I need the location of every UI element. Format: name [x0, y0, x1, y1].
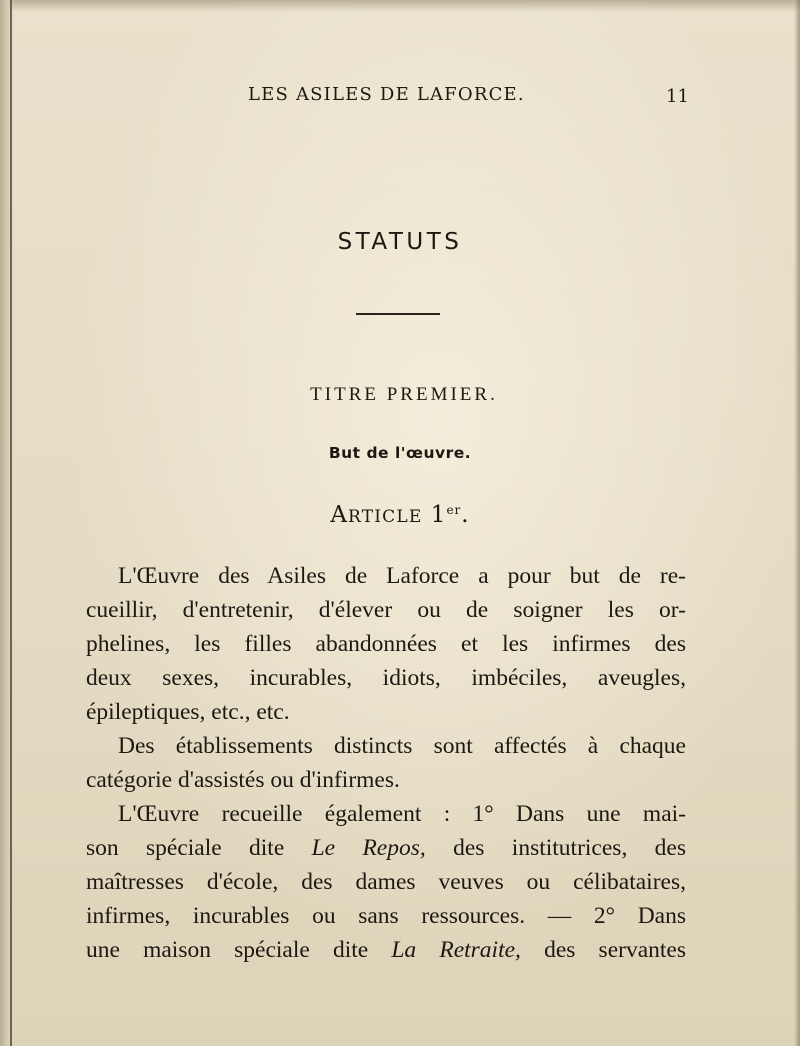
text-line: phelines, les filles abandonnées et les infirmes des — [86, 631, 686, 657]
running-head — [0, 84, 800, 110]
text-line: infirmes, incurables ou sans ressources. — 2° Dans — [86, 903, 686, 929]
page-number: 11 — [666, 86, 689, 107]
text-segment: une maison spéciale dite — [86, 937, 392, 963]
text-line: L'Œuvre recueille également : 1° Dans une mai- — [118, 801, 686, 827]
text-segment: des servantes — [520, 937, 686, 963]
text-line: catégorie d'assistés ou d'infirmes. — [86, 767, 400, 793]
text-line: deux sexes, incurables, idiots, imbéciles, aveugles, — [86, 665, 686, 691]
article-period: . — [461, 502, 470, 528]
italic-title-la-retraite: La Retraite, — [391, 937, 521, 963]
titre-heading: TITRE PREMIER. — [310, 384, 498, 405]
section-title: STATUTS — [337, 229, 463, 255]
text-segment: son spéciale dite — [86, 835, 312, 861]
text-line — [86, 831, 686, 865]
top-shadow — [0, 0, 800, 12]
article-initial: A — [330, 502, 349, 528]
text-line: maîtresses d'école, des dames veuves ou célibataires, — [86, 869, 686, 895]
text-line — [86, 933, 686, 967]
article-number: 1 — [430, 502, 447, 528]
text-line: épileptiques, etc., etc. — [86, 699, 290, 725]
running-title: LES ASILES DE LAFORCE. — [248, 84, 525, 105]
text-line: L'Œuvre des Asiles de Laforce a pour but de re- — [118, 563, 686, 589]
subtitle: But de l'œuvre. — [328, 444, 472, 462]
article-word: RTICLE — [348, 507, 423, 527]
text-line: Des établissements distincts sont affectés à chaque — [118, 733, 686, 759]
article-suffix: er — [446, 503, 462, 517]
separator-rule — [356, 313, 440, 315]
italic-title-le-repos: Le Repos, — [311, 835, 426, 861]
text-segment: des institutrices, des — [425, 835, 686, 861]
body-text — [86, 559, 686, 967]
text-line: cueillir, d'entretenir, d'élever ou de soigner les or- — [86, 597, 686, 623]
article-heading — [0, 502, 800, 528]
